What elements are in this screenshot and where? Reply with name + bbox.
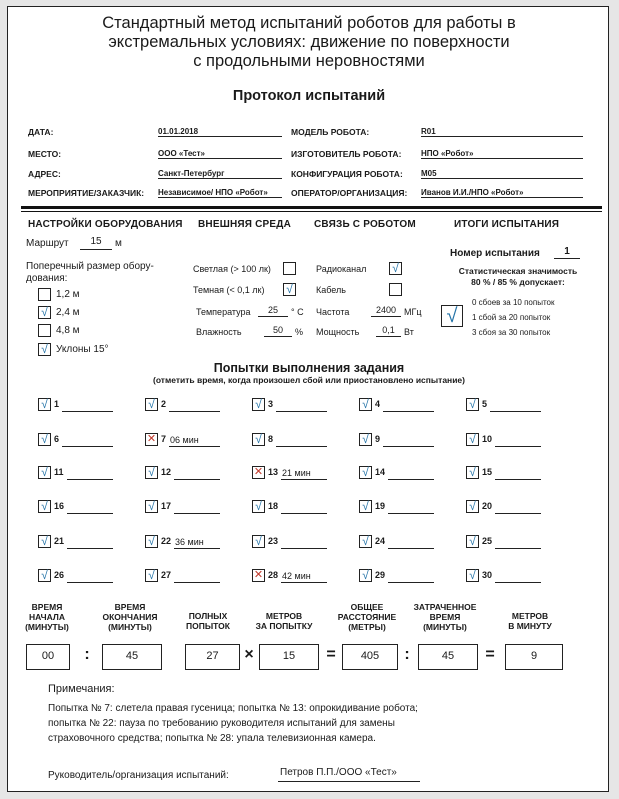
attempt-3-time[interactable] [276, 400, 327, 412]
date-label: ДАТА: [28, 127, 54, 137]
attempt-20-time[interactable] [495, 502, 541, 514]
meters-per-minute-box[interactable]: 9 [505, 644, 563, 670]
event-label: МЕРОПРИЯТИЕ/ЗАКАЗЧИК: [28, 188, 145, 198]
attempt-1-time[interactable] [62, 400, 113, 412]
route-unit: м [115, 238, 122, 249]
attempt-17-number: 17 [161, 501, 172, 511]
attempts-subheading: (отметить время, когда произошел сбой или приостановлено испытание) [153, 375, 465, 385]
attempt-25-number: 25 [482, 536, 493, 546]
size-1-2-label: 1,2 м [56, 289, 80, 300]
total-distance-box[interactable]: 405 [342, 644, 398, 670]
protocol-page [7, 6, 609, 792]
frequency-label: Частота [316, 307, 350, 317]
cross-size-label-1: Поперечный размер обору- [26, 261, 154, 272]
size-2-4-checkbox[interactable]: √ [38, 306, 51, 319]
slopes-checkbox[interactable]: √ [38, 343, 51, 356]
frequency-unit: МГц [404, 307, 422, 317]
attempt-9-checkbox[interactable]: √ [359, 433, 372, 446]
attempt-13-time[interactable]: 21 мин [281, 468, 327, 480]
attempt-19-checkbox[interactable]: √ [359, 500, 372, 513]
humidity-unit: % [295, 327, 304, 337]
multiply-operator: × [244, 646, 254, 663]
address-label: АДРЕС: [28, 169, 61, 179]
place-label: МЕСТО: [28, 149, 62, 159]
attempt-2-time[interactable] [169, 400, 220, 412]
attempt-14-checkbox[interactable]: √ [359, 466, 372, 479]
bright-label: Светлая (> 100 лк) [193, 264, 271, 274]
attempt-1-checkbox[interactable]: √ [38, 398, 51, 411]
attempt-27-number: 27 [161, 570, 172, 580]
test-number-value: 1 [554, 246, 580, 259]
attempt-30-number: 30 [482, 570, 493, 580]
notes-text: Попытка № 7: слетела правая гусеница; попытка № 13: опрокидивание робота; попытка № 22: пауза по требованию руководителя испытаний для замены страховочного средства; попытка № 28: упала телевизионная камера. [48, 703, 418, 744]
comms-heading: СВЯЗЬ С РОБОТОМ [314, 219, 416, 230]
attempt-14-time[interactable] [388, 468, 434, 480]
attempt-4-checkbox[interactable]: √ [359, 398, 372, 411]
attempt-13-number: 13 [268, 467, 279, 477]
divide-operator: : [404, 646, 410, 663]
size-4-8-label: 4,8 м [56, 325, 80, 336]
elapsed-time-label: ЗАТРАЧЕННОЕ ВРЕМЯ (МИНУТЫ) [413, 602, 477, 632]
place-value: ООО «Тест» [158, 149, 282, 159]
attempt-2-number: 2 [161, 399, 167, 409]
operator-value: Иванов И.И./НПО «Робот» [421, 188, 583, 198]
attempt-8-time[interactable] [276, 435, 327, 447]
attempt-19-time[interactable] [388, 502, 434, 514]
attempt-11-checkbox[interactable]: √ [38, 466, 51, 479]
dark-checkbox[interactable]: √ [283, 283, 296, 296]
configuration-label: КОНФИГУРАЦИЯ РОБОТА: [291, 169, 403, 179]
attempt-21-number: 21 [54, 536, 65, 546]
attempt-12-time[interactable] [174, 468, 220, 480]
environment-heading: ВНЕШНЯЯ СРЕДА [198, 219, 292, 230]
supervisor-value: Петров П.П./ООО «Тест» [278, 767, 420, 782]
slopes-label: Уклоны 15° [56, 344, 109, 355]
temperature-value: 25 [258, 305, 288, 317]
header-divider-thin [21, 211, 602, 212]
attempt-6-time[interactable] [62, 435, 113, 447]
attempt-30-checkbox[interactable]: √ [466, 569, 479, 582]
size-4-8-checkbox[interactable] [38, 324, 51, 337]
attempt-13-checkbox[interactable]: ✕ [253, 466, 264, 478]
cross-size-label-2: дования: [26, 273, 68, 284]
attempt-12-number: 12 [161, 467, 172, 477]
attempt-4-time[interactable] [383, 400, 434, 412]
configuration-value: M05 [421, 169, 583, 179]
equals-operator: = [326, 646, 336, 663]
protocol-heading: Протокол испытаний [232, 88, 386, 104]
attempt-24-checkbox[interactable]: √ [359, 535, 372, 548]
attempt-25-time[interactable] [495, 537, 541, 549]
attempt-1-number: 1 [54, 399, 60, 409]
attempt-7-checkbox[interactable]: ✕ [146, 433, 157, 445]
attempt-18-time[interactable] [281, 502, 327, 514]
test-number-label: Номер испытания [450, 248, 540, 259]
humidity-label: Влажность [196, 327, 242, 337]
dark-label: Темная (< 0,1 лк) [193, 285, 265, 295]
meters-per-minute-label: МЕТРОВ В МИНУТУ [508, 611, 552, 631]
operator-label: ОПЕРАТОР/ОРГАНИЗАЦИЯ: [291, 188, 408, 198]
event-value: Независимое/ НПО «Робот» [158, 188, 282, 198]
attempt-7-number: 7 [161, 434, 167, 444]
meters-per-attempt-label: МЕТРОВ ЗА ПОПЫТКУ [255, 611, 313, 631]
attempt-28-time[interactable]: 42 мин [281, 571, 327, 583]
total-distance-label: ОБЩЕЕ РАССТОЯНИЕ (МЕТРЫ) [337, 602, 397, 632]
route-label: Маршрут [26, 238, 69, 249]
attempt-7-time[interactable]: 06 мин [169, 435, 220, 447]
attempt-4-number: 4 [375, 399, 381, 409]
attempt-16-time[interactable] [67, 502, 113, 514]
header-divider [21, 206, 602, 209]
document-title: Стандартный метод испытаний роботов для работы в экстремальных условиях: движение по поверхности с продольными неровностями [102, 14, 516, 70]
attempt-22-checkbox[interactable]: √ [145, 535, 158, 548]
attempt-3-number: 3 [268, 399, 274, 409]
attempt-2-checkbox[interactable]: √ [145, 398, 158, 411]
supervisor-label: Руководитель/организация испытаний: [48, 770, 229, 781]
attempt-23-number: 23 [268, 536, 279, 546]
attempt-8-number: 8 [268, 434, 274, 444]
attempt-15-time[interactable] [495, 468, 541, 480]
attempt-21-time[interactable] [67, 537, 113, 549]
attempt-3-checkbox[interactable]: √ [252, 398, 265, 411]
temperature-unit: ° С [291, 307, 304, 317]
attempt-5-checkbox[interactable]: √ [466, 398, 479, 411]
size-1-2-checkbox[interactable] [38, 288, 51, 301]
colon-operator: : [84, 646, 90, 663]
temperature-label: Температура [196, 307, 251, 317]
attempt-11-number: 11 [54, 467, 64, 477]
robot-model-value: R01 [421, 127, 583, 137]
manufacturer-label: ИЗГОТОВИТЕЛЬ РОБОТА: [291, 149, 402, 159]
attempt-11-time[interactable] [67, 468, 113, 480]
frequency-value: 2400 [371, 305, 401, 317]
attempt-28-number: 28 [268, 570, 279, 580]
attempt-20-checkbox[interactable]: √ [466, 500, 479, 513]
attempt-29-checkbox[interactable]: √ [359, 569, 372, 582]
attempt-30-time[interactable] [495, 571, 541, 583]
total-attempts-label: ПОЛНЫХ ПОПЫТОК [186, 611, 230, 631]
radio-checkbox[interactable]: √ [389, 262, 402, 275]
power-unit: Вт [404, 327, 414, 337]
attempt-14-number: 14 [375, 467, 386, 477]
size-2-4-label: 2,4 м [56, 307, 80, 318]
attempt-21-checkbox[interactable]: √ [38, 535, 51, 548]
end-time-label: ВРЕМЯ ОКОНЧАНИЯ (МИНУТЫ) [102, 602, 158, 632]
bright-checkbox[interactable] [283, 262, 296, 275]
significance-checkbox[interactable]: √ [441, 305, 463, 327]
equals-operator-2: = [485, 646, 495, 663]
meters-per-attempt-box[interactable]: 15 [259, 644, 319, 670]
power-value: 0,1 [376, 325, 401, 337]
attempt-9-time[interactable] [383, 435, 434, 447]
attempt-22-number: 22 [161, 536, 172, 546]
attempt-26-checkbox[interactable]: √ [38, 569, 51, 582]
equipment-settings-heading: НАСТРОЙКИ ОБОРУДОВАНИЯ [28, 219, 183, 230]
end-time-box[interactable]: 45 [102, 644, 162, 670]
attempt-17-time[interactable] [174, 502, 220, 514]
attempt-24-time[interactable] [388, 537, 434, 549]
total-attempts-box[interactable]: 27 [185, 644, 240, 670]
attempt-6-checkbox[interactable]: √ [38, 433, 51, 446]
attempt-27-checkbox[interactable]: √ [145, 569, 158, 582]
elapsed-time-box[interactable]: 45 [418, 644, 478, 670]
attempt-17-checkbox[interactable]: √ [145, 500, 158, 513]
attempt-26-number: 26 [54, 570, 65, 580]
cable-label: Кабель [316, 285, 346, 295]
humidity-value: 50 [264, 325, 292, 337]
cable-checkbox[interactable] [389, 283, 402, 296]
attempt-15-checkbox[interactable]: √ [466, 466, 479, 479]
significance-label: Статистическая значимость 80 % / 85 % допускает: [458, 266, 578, 287]
attempt-6-number: 6 [54, 434, 60, 444]
significance-options: 0 сбоев за 10 попыток 1 сбой за 20 попыток 3 сбоя за 30 попыток [472, 298, 555, 337]
attempt-22-time[interactable]: 36 мин [174, 537, 220, 549]
attempt-27-time[interactable] [174, 571, 220, 583]
attempts-heading: Попытки выполнения задания [213, 361, 405, 375]
start-time-box[interactable]: 00 [26, 644, 70, 670]
attempt-25-checkbox[interactable]: √ [466, 535, 479, 548]
attempt-29-time[interactable] [388, 571, 434, 583]
attempt-28-checkbox[interactable]: ✕ [253, 569, 264, 581]
radio-label: Радиоканал [316, 264, 367, 274]
attempt-5-time[interactable] [490, 400, 541, 412]
attempt-24-number: 24 [375, 536, 386, 546]
power-label: Мощность [316, 327, 360, 337]
attempt-20-number: 20 [482, 501, 493, 511]
robot-model-label: МОДЕЛЬ РОБОТА: [291, 127, 370, 137]
attempt-16-checkbox[interactable]: √ [38, 500, 51, 513]
results-heading: ИТОГИ ИСПЫТАНИЯ [454, 219, 560, 230]
attempt-10-checkbox[interactable]: √ [466, 433, 479, 446]
attempt-23-time[interactable] [281, 537, 327, 549]
attempt-8-checkbox[interactable]: √ [252, 433, 265, 446]
attempt-12-checkbox[interactable]: √ [145, 466, 158, 479]
attempt-18-checkbox[interactable]: √ [252, 500, 265, 513]
attempt-10-number: 10 [482, 434, 493, 444]
notes-heading: Примечания: [48, 683, 115, 695]
route-value: 15 [80, 236, 112, 250]
attempt-15-number: 15 [482, 467, 493, 477]
attempt-18-number: 18 [268, 501, 279, 511]
manufacturer-value: НПО «Робот» [421, 149, 583, 159]
attempt-10-time[interactable] [495, 435, 541, 447]
attempt-5-number: 5 [482, 399, 488, 409]
address-value: Санкт-Петербург [158, 169, 282, 179]
start-time-label: ВРЕМЯ НАЧАЛА (МИНУТЫ) [25, 602, 69, 632]
date-value: 01.01.2018 [158, 127, 282, 137]
attempt-23-checkbox[interactable]: √ [252, 535, 265, 548]
attempt-16-number: 16 [54, 501, 65, 511]
attempt-29-number: 29 [375, 570, 386, 580]
attempt-9-number: 9 [375, 434, 381, 444]
attempt-19-number: 19 [375, 501, 386, 511]
attempt-26-time[interactable] [67, 571, 113, 583]
